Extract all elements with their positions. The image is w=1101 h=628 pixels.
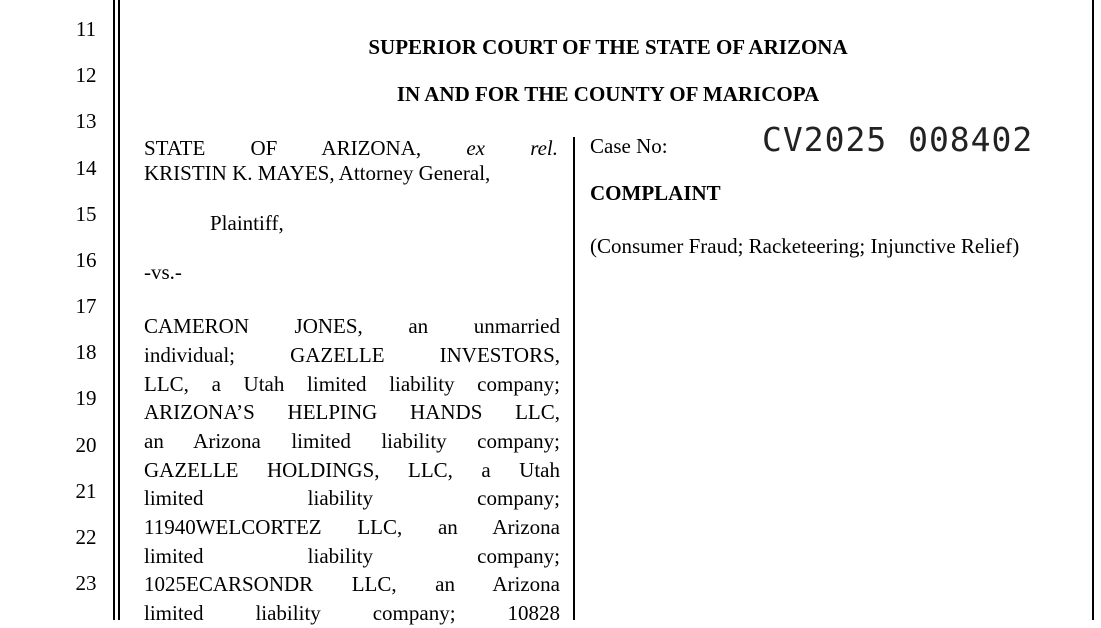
defendant-line: GAZELLE HOLDINGS, LLC, a Utah [144,458,560,482]
claims-description: (Consumer Fraud; Racketeering; Injunctive Relief) [590,234,1020,258]
line-number: 14 [75,156,97,180]
caption-divider [573,137,575,620]
line-number: 19 [75,386,97,410]
defendant-line: limited liability company; [144,486,560,510]
plaintiff-line-1 [144,136,558,160]
line-number: 22 [75,525,97,549]
line-number: 20 [75,433,97,457]
defendant-line: individual; GAZELLE INVESTORS, [144,343,560,367]
defendant-line: limited liability company; [144,544,560,568]
plaintiff-name: STATE OF ARIZONA, [144,136,422,160]
line-number: 18 [75,340,97,364]
line-number: 21 [75,479,97,503]
line-number: 17 [75,294,97,318]
defendant-line: limited liability company; 10828 [144,601,560,625]
line-number: 15 [75,202,97,226]
court-county: IN AND FOR THE COUNTY OF MARICOPA [396,82,820,106]
defendant-line: an Arizona limited liability company; [144,429,560,453]
defendant-line: CAMERON JONES, an unmarried [144,314,560,338]
case-number-stamp: CV2025 008402 [762,120,1034,159]
line-number: 12 [75,63,97,87]
line-number: 23 [75,571,97,595]
plaintiff-label: Plaintiff, [210,211,284,235]
court-title: SUPERIOR COURT OF THE STATE OF ARIZONA [368,35,848,59]
line-number: 11 [75,17,97,41]
defendant-line: ARIZONA’S HELPING HANDS LLC, [144,400,560,424]
defendant-line: 1025ECARSONDR LLC, an Arizona [144,572,560,596]
line-number: 13 [75,109,97,133]
document-title: COMPLAINT [590,181,721,205]
versus: -vs.- [144,260,182,284]
ex-rel: ex rel. [466,136,558,160]
defendant-line: 11940WELCORTEZ LLC, an Arizona [144,515,560,539]
defendant-line: LLC, a Utah limited liability company; [144,372,560,396]
case-no-label: Case No: [590,134,668,158]
line-number: 16 [75,248,97,272]
plaintiff-line-2: KRISTIN K. MAYES, Attorney General, [144,161,491,185]
